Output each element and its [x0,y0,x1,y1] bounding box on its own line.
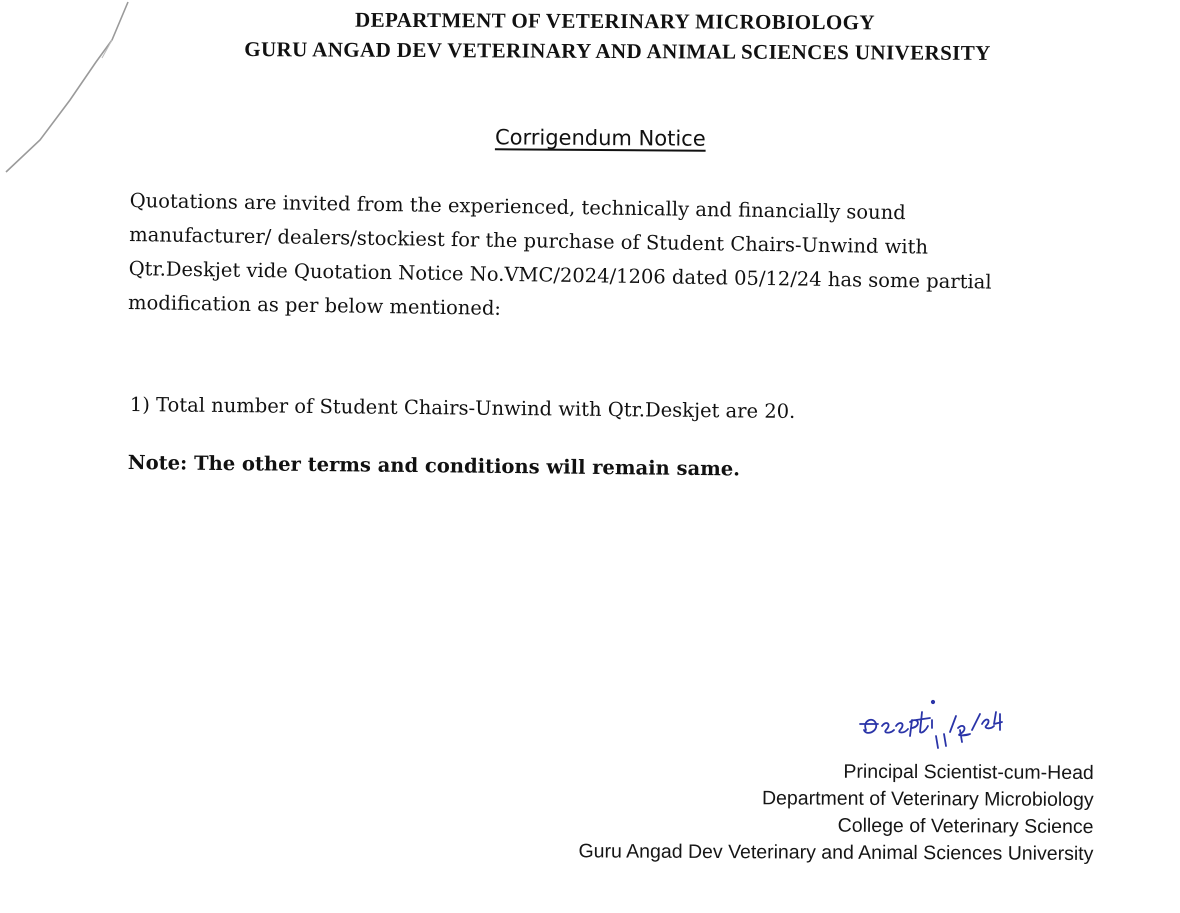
paragraph-line: Quotations are invited from the experienced, technically and financially sound [129,188,906,225]
notice-note: Note: The other terms and conditions will remain same. [127,451,741,481]
notice-title: Corrigendum Notice [494,125,706,151]
modification-item: 1) Total number of Student Chairs-Unwind with Qtr.Deskjet are 20. [129,393,796,423]
signatory-department: Department of Veterinary Microbiology [762,787,1094,811]
paragraph-line: Qtr.Deskjet vide Quotation Notice No.VMC/2024/1206 dated 05/12/24 has some partial [128,256,992,294]
signatory-university: Guru Angad Dev Veterinary and Animal Sciences University [578,840,1094,865]
signatory-college: College of Veterinary Science [837,814,1094,838]
handwritten-signature [856,690,1016,752]
department-heading: DEPARTMENT OF VETERINARY MICROBIOLOGY [354,7,876,35]
notice-paragraph [128,184,1080,335]
paragraph-line: modification as per below mentioned: [127,290,502,320]
signatory-designation: Principal Scientist-cum-Head [843,760,1094,784]
signatory-block [579,757,1094,868]
letterhead [0,6,1180,66]
paragraph-line: manufacturer/ dealers/stockiest for the purchase of Student Chairs-Unwind with [129,222,929,259]
university-heading: GURU ANGAD DEV VETERINARY AND ANIMAL SCIENCES UNIVERSITY [244,37,991,65]
